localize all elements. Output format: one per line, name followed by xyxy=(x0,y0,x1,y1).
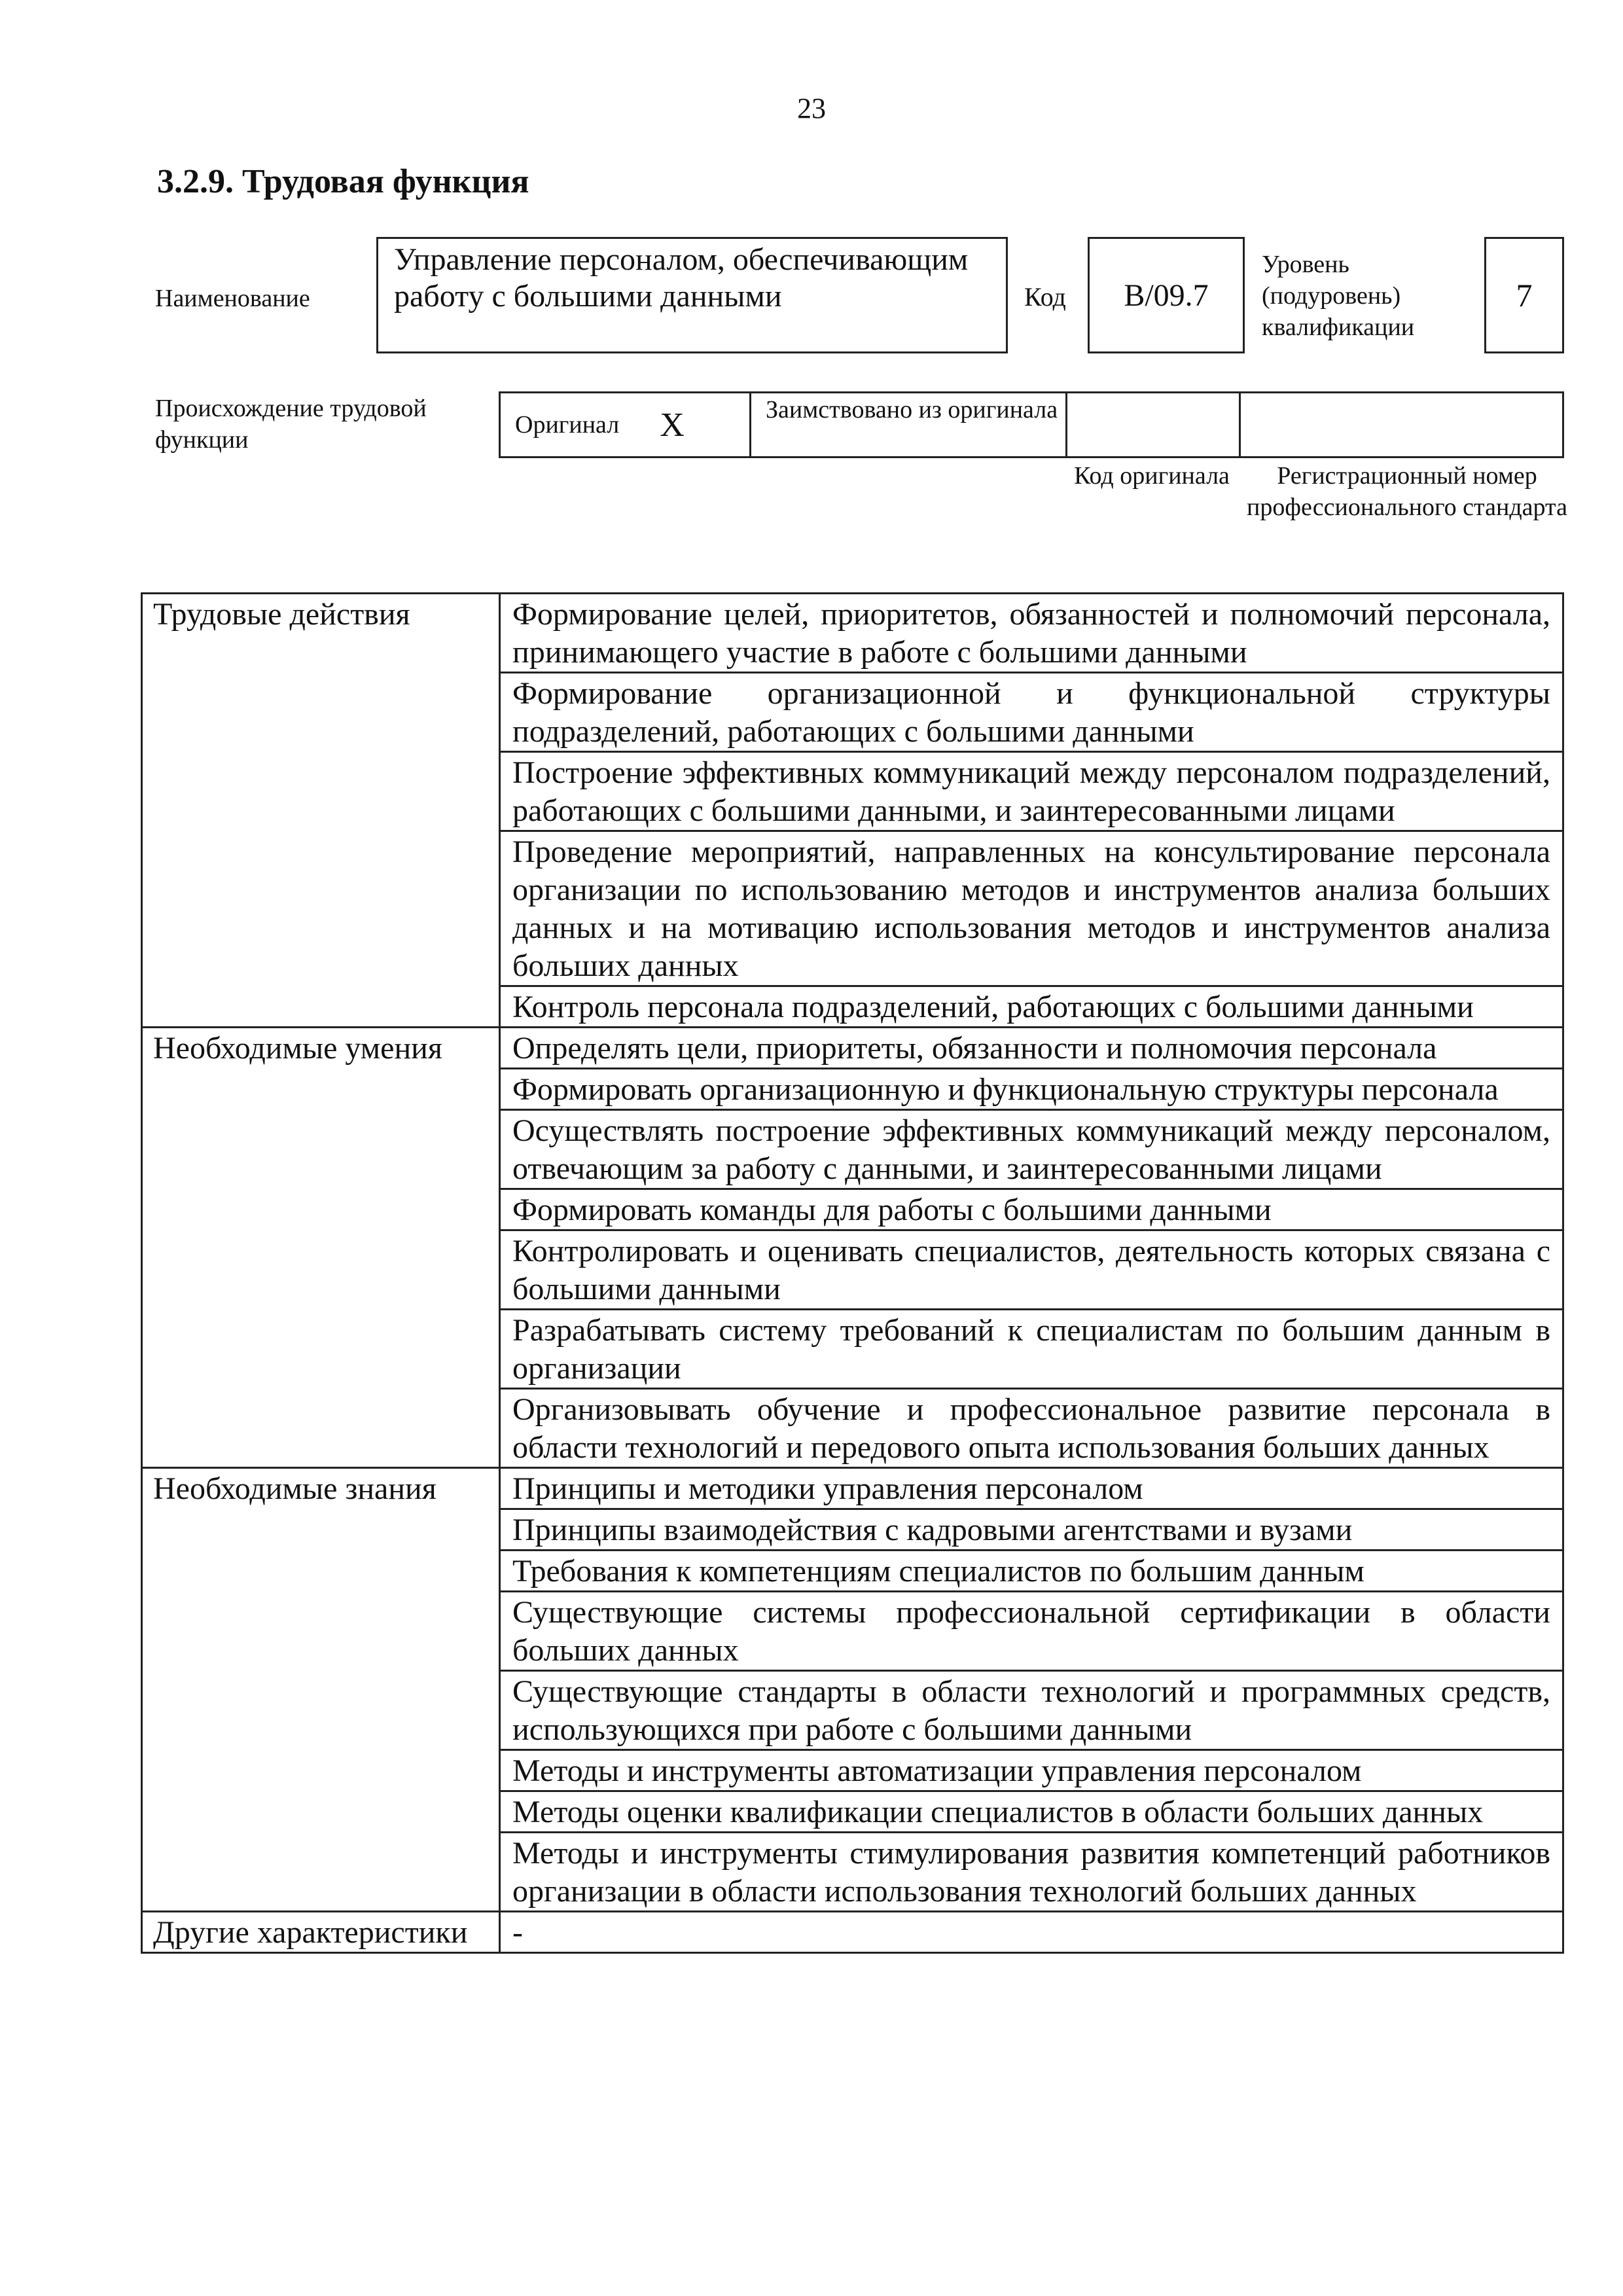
origin-borrowed-cell xyxy=(751,393,1067,456)
item-cell: - xyxy=(500,1912,1563,1953)
code-label: Код xyxy=(1024,282,1066,312)
level-box xyxy=(1484,237,1564,353)
item-cell: Методы и инструменты стимулирования развития компетенций работников организации в области использования технологий больших данных xyxy=(500,1833,1563,1912)
page-number: 23 xyxy=(797,92,826,124)
level-value: 7 xyxy=(1516,277,1533,314)
function-name-box: Управление персоналом, обеспечивающим работу с большими данными xyxy=(376,237,1008,353)
function-code-value: B/09.7 xyxy=(1124,278,1209,313)
item-cell: Контролировать и оценивать специалистов, деятельность которых связана с большими данными xyxy=(500,1230,1563,1310)
item-cell: Формировать команды для работы с большими данными xyxy=(500,1189,1563,1230)
origin-label: Происхождение трудовой функции xyxy=(155,395,427,454)
function-code-box xyxy=(1088,237,1245,353)
item-cell: Контроль персонала подразделений, работающих с большими данными xyxy=(500,986,1563,1028)
borrowed-label: Заимствовано из оригинала xyxy=(766,396,1058,423)
labor-function-table xyxy=(141,592,1564,1954)
item-cell: Требования к компетенциям специалистов по большим данным xyxy=(500,1551,1563,1592)
reg-number-caption: Регистрационный номер профессионального стандарта xyxy=(1247,462,1567,521)
item-cell: Осуществлять построение эффективных коммуникаций между персоналом, отвечающим за работу с данными, и заинтересованными лицами xyxy=(500,1110,1563,1189)
table-row xyxy=(142,1028,1563,1069)
category-cell: Необходимые знания xyxy=(142,1468,500,1912)
item-cell: Формировать организационную и функциональную структуры персонала xyxy=(500,1069,1563,1110)
category-cell: Другие характеристики xyxy=(142,1912,500,1953)
category-cell: Трудовые действия xyxy=(142,594,500,1028)
name-label: Наименование xyxy=(155,285,310,312)
item-cell: Принципы и методики управления персоналом xyxy=(500,1468,1563,1509)
item-cell: Организовывать обучение и профессиональное развитие персонала в области технологий и передового опыта использования больших данных xyxy=(500,1389,1563,1468)
table-row xyxy=(142,1468,1563,1509)
item-cell: Принципы взаимодействия с кадровыми агентствами и вузами xyxy=(500,1509,1563,1551)
original-mark: X xyxy=(660,406,685,444)
table-row xyxy=(142,594,1563,673)
item-cell: Построение эффективных коммуникаций между персоналом подразделений, работающих с большими данными, и заинтересованными лицами xyxy=(500,752,1563,831)
level-label: Уровень (подуровень) квалификации xyxy=(1262,251,1415,341)
origin-code-cell xyxy=(1067,393,1241,456)
table-row xyxy=(142,1912,1563,1953)
item-cell: Существующие стандарты в области технологий и программных средств, использующихся при работе с большими данными xyxy=(500,1671,1563,1750)
origin-original-cell xyxy=(501,393,751,456)
item-cell: Существующие системы профессиональной сертификации в области больших данных xyxy=(500,1592,1563,1671)
item-cell: Методы и инструменты автоматизации управления персоналом xyxy=(500,1750,1563,1791)
category-cell: Необходимые умения xyxy=(142,1028,500,1468)
section-title: 3.2.9. Трудовая функция xyxy=(157,163,529,200)
item-cell: Методы оценки квалификации специалистов в области больших данных xyxy=(500,1791,1563,1833)
item-cell: Определять цели, приоритеты, обязанности и полномочия персонала xyxy=(500,1028,1563,1069)
code-original-caption: Код оригинала xyxy=(1074,462,1230,490)
item-cell: Разрабатывать систему требований к специалистам по большим данным в организации xyxy=(500,1310,1563,1389)
item-cell: Проведение мероприятий, направленных на консультирование персонала организации по использованию методов и инструментов анализа больших данных и на мотивацию использования методов и инструментов анализа больших данных xyxy=(500,831,1563,986)
item-cell: Формирование организационной и функциональной структуры подразделений, работающих с большими данными xyxy=(500,673,1563,752)
item-cell: Формирование целей, приоритетов, обязанностей и полномочий персонала, принимающего участие в работе с большими данными xyxy=(500,594,1563,673)
origin-reg-number-cell xyxy=(1241,393,1562,456)
origin-table xyxy=(499,391,1564,458)
original-label: Оригинал xyxy=(515,411,620,439)
